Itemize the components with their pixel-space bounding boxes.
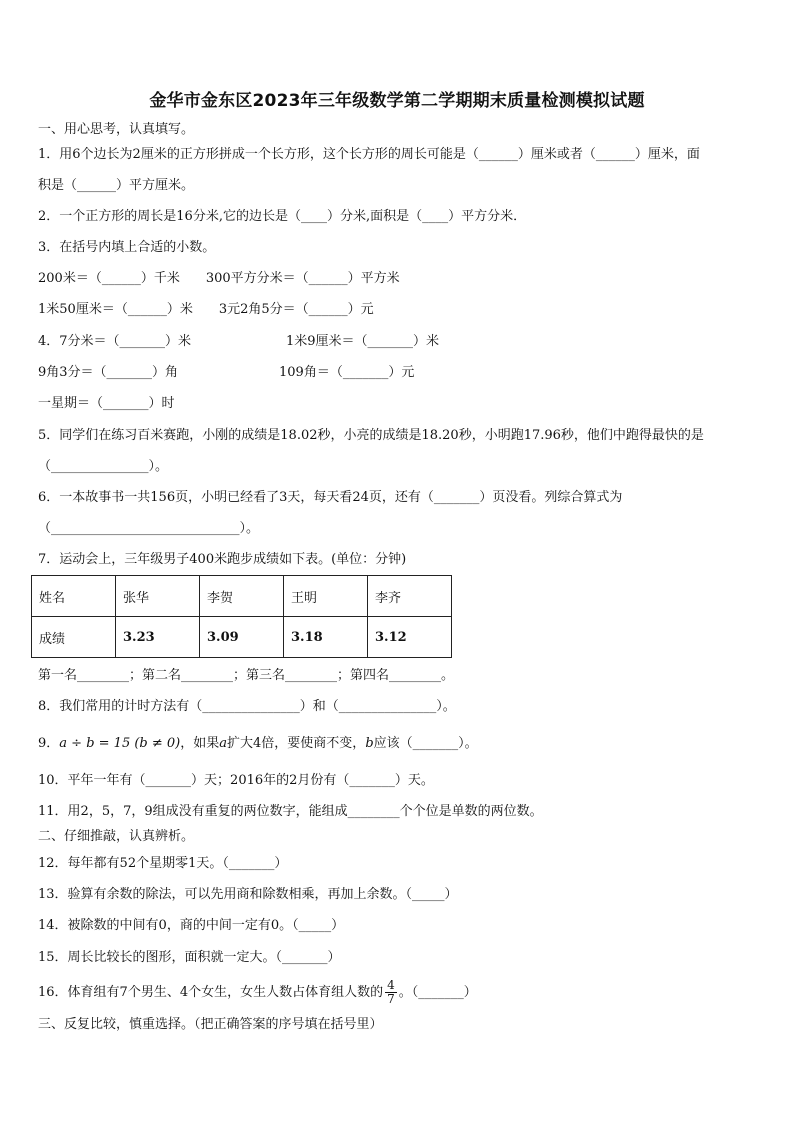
- question-9-mid-1: ，如果: [180, 736, 220, 751]
- question-9-mid-2: 扩大4倍，要使商不变，: [227, 736, 366, 751]
- question-4-item-b: 1米9厘米＝（_______）米: [286, 334, 440, 349]
- question-3-intro: 3．在括号内填上合适的小数。: [38, 240, 216, 255]
- scores-table: [31, 575, 452, 658]
- question-1-line-2: 积是（______）平方厘米。: [38, 178, 195, 193]
- table-cell: 3.18: [284, 617, 368, 658]
- question-5-line-2: （_______________）。: [38, 459, 169, 474]
- question-2: 2．一个正方形的周长是16分米,它的边长是（____）分米,面积是（____）平方分米．: [38, 209, 527, 224]
- table-header-cell: 姓名: [32, 576, 116, 617]
- question-16: [38, 978, 477, 1008]
- question-6-line-1: 6．一本故事书一共156页，小明已经看了3天，每天看24页，还有（_______）页没看。列综合算式为: [38, 490, 623, 505]
- table-row: [32, 617, 452, 658]
- table-cell: 成绩: [32, 617, 116, 658]
- section-heading-2: 二、仔细推敲，认真辨析。: [38, 829, 195, 844]
- question-14: 14．被除数的中间有0，商的中间一定有0。（_____）: [38, 918, 345, 933]
- question-9-suffix: 应该（_______）。: [373, 736, 478, 751]
- table-header-cell: 李贺: [200, 576, 284, 617]
- question-16-suffix: 。（_______）: [398, 985, 477, 1000]
- question-12: 12．每年都有52个星期零1天。（_______）: [38, 856, 288, 871]
- fraction-numerator: 4: [387, 978, 395, 992]
- question-7-ranks: 第一名________；第二名________；第三名________；第四名________。: [38, 668, 455, 683]
- question-4-item-a: 4．7分米＝（_______）米: [38, 334, 192, 349]
- question-3-row-1: [38, 270, 400, 288]
- question-9-var-b: b: [365, 736, 374, 751]
- table-cell: 3.12: [368, 617, 452, 658]
- question-9-prefix: 9．: [38, 736, 60, 751]
- question-4-item-d: 109角＝（_______）元: [279, 365, 415, 380]
- table-header-cell: 张华: [116, 576, 200, 617]
- question-9-var-a: a: [219, 736, 228, 751]
- section-heading-3: 三、反复比较，慎重选择。（把正确答案的序号填在括号里）: [38, 1017, 383, 1032]
- question-6-line-2: （_____________________________）。: [38, 521, 260, 536]
- question-8: 8．我们常用的计时方法有（_______________）和（_______________）。: [38, 699, 456, 714]
- question-15: 15．周长比较长的图形，面积就一定大。（_______）: [38, 950, 341, 965]
- table-cell: 3.09: [200, 617, 284, 658]
- question-3-item-b: 300平方分米＝（______）平方米: [205, 271, 400, 286]
- question-3-item-c: 1米50厘米＝（______）米: [38, 302, 193, 317]
- question-4-item-c: 9角3分＝（_______）角: [38, 365, 179, 380]
- question-3-row-2: [38, 301, 374, 319]
- fraction-four-sevenths: [385, 979, 397, 1006]
- question-3-item-d: 3元2角5分＝（______）元: [218, 302, 374, 317]
- question-3-item-a: 200米＝（______）千米: [38, 271, 180, 286]
- question-4-row-1: [38, 333, 439, 351]
- question-9-formula: a ÷ b = 15 (b ≠ 0): [59, 736, 181, 751]
- table-header-row: [32, 576, 452, 617]
- question-7-intro: 7．运动会上，三年级男子400米跑步成绩如下表。(单位：分钟): [38, 552, 407, 567]
- question-1-line-1: 1．用6个边长为2厘米的正方形拼成一个长方形，这个长方形的周长可能是（______）厘米或者（______）厘米，面: [38, 147, 700, 162]
- question-4-item-e: 一星期＝（_______）时: [38, 396, 175, 411]
- question-5-line-1: 5．同学们在练习百米赛跑，小刚的成绩是18.02秒，小亮的成绩是18.20秒，小明跑17.96秒，他们中跑得最快的是: [38, 428, 704, 443]
- question-13: 13．验算有余数的除法，可以先用商和除数相乘，再加上余数。（_____）: [38, 887, 458, 902]
- question-4-row-2: [38, 364, 414, 382]
- page-title: 金华市金东区2023年三年级数学第二学期期末质量检测模拟试题: [149, 91, 645, 111]
- question-10: 10．平年一年有（_______）天；2016年的2月份有（_______）天。: [38, 773, 434, 788]
- table-cell: 3.23: [116, 617, 200, 658]
- table-header-cell: 王明: [284, 576, 368, 617]
- table-header-cell: 李齐: [368, 576, 452, 617]
- fraction-denominator: 7: [387, 992, 395, 1006]
- question-11: 11．用2，5，7，9组成没有重复的两位数字，能组成________个个位是单数的两位数。: [38, 804, 543, 819]
- question-9: [38, 735, 478, 753]
- question-16-prefix: 16．体育组有7个男生、4个女生，女生人数占体育组人数的: [38, 985, 384, 1000]
- section-heading-1: 一、用心思考，认真填写。: [38, 122, 195, 137]
